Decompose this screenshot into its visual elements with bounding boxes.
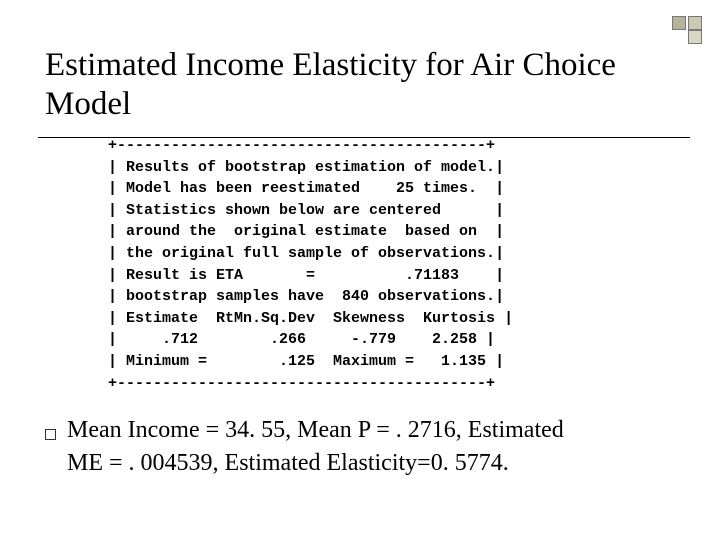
slide-title-line-1: Estimated Income Elasticity for Air Choice xyxy=(45,47,616,83)
bullet-square-icon xyxy=(45,429,56,440)
output-line: | the original full sample of observations.| xyxy=(108,244,505,262)
output-line: | Estimate RtMn.Sq.Dev Skewness Kurtosis | xyxy=(108,309,514,327)
bootstrap-output-box xyxy=(108,135,513,394)
decorative-square-icon xyxy=(672,16,686,30)
output-line: | Minimum = .125 Maximum = 1.135 | xyxy=(108,352,505,370)
summary-line-1: Mean Income = 34. 55, Mean P = . 2716, Estimated xyxy=(67,417,564,443)
output-line: +-----------------------------------------+ xyxy=(108,374,496,392)
summary-text xyxy=(67,414,697,480)
output-line: | around the original estimate based on | xyxy=(108,223,505,241)
output-line: | Results of bootstrap estimation of model.| xyxy=(108,158,505,176)
output-line: | Result is ETA = .71183 | xyxy=(108,266,505,284)
output-line: | Model has been reestimated 25 times. | xyxy=(108,180,505,198)
decorative-square-icon xyxy=(688,16,702,30)
slide-title xyxy=(45,46,685,124)
output-line: | bootstrap samples have 840 observations.| xyxy=(108,288,505,306)
output-line: +-----------------------------------------+ xyxy=(108,137,496,154)
decorative-square-icon xyxy=(688,30,702,44)
summary-line-2: ME = . 004539, Estimated Elasticity=0. 5774. xyxy=(67,450,509,476)
output-line: | .712 .266 -.779 2.258 | xyxy=(108,331,496,349)
output-line: | Statistics shown below are centered | xyxy=(108,201,505,219)
slide-title-line-2: Model xyxy=(45,86,132,122)
